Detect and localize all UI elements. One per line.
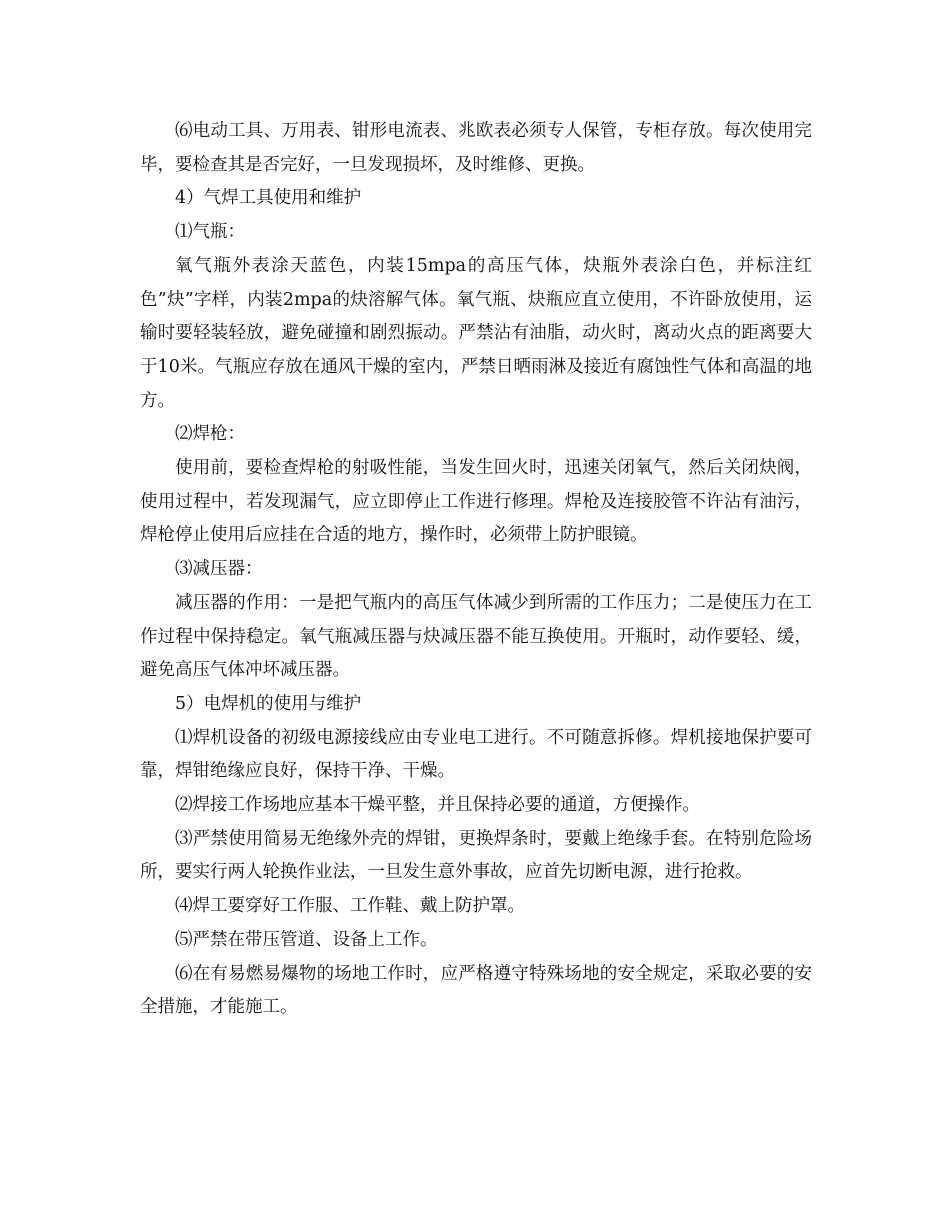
paragraph-welder-item-1: ⑴焊机设备的初级电源接线应由专业电工进行。不可随意拆修。焊机接地保护要可靠，焊钳绝缘应良好，保持干净、干燥。 — [140, 727, 812, 782]
subheading-gas-cylinder: ⑴气瓶： — [175, 222, 245, 243]
paragraph-gas-cylinder: 氧气瓶外表涂天蓝色，内装15mpa的高压气体，炔瓶外表涂白色，并标注红色”炔”字样，内装2mpa的炔溶解气体。氧气瓶、炔瓶应直立使用，不许卧放使用，运输时要轻装轻放，避免碰撞和剧烈振动。严禁沾有油脂，动火时，离动火点的距离要大于10米。气瓶应存放在通风干燥的室内，严禁日晒雨淋及接近有腐蚀性气体和高温的地方。 — [140, 255, 812, 411]
document-body — [140, 115, 812, 1025]
paragraph-welder-item-2: ⑵焊接工作场地应基本干燥平整，并且保持必要的通道，方便操作。 — [175, 795, 700, 816]
paragraph-welder-item-3: ⑶严禁使用简易无绝缘外壳的焊钳，更换焊条时，要戴上绝缘手套。在特别危险场所，要实行两人轮换作业法，一旦发生意外事故，应首先切断电源，进行抢救。 — [140, 828, 812, 883]
paragraph-tool-storage: ⑹电动工具、万用表、钳形电流表、兆欧表必须专人保管，专柜存放。每次使用完毕，要检查其是否完好，一旦发现损坏，及时维修、更换。 — [140, 121, 812, 175]
paragraph-welder-item-4: ⑷焊工要穿好工作服、工作鞋、戴上防护罩。 — [175, 896, 525, 917]
paragraph-welding-torch: 使用前，要检查焊枪的射吸性能，当发生回火时，迅速关闭氧气，然后关闭炔阀，使用过程中，若发现漏气，应立即停止工作进行修理。焊枪及连接胶管不许沾有油污，焊枪停止使用后应挂在合适的地方，操作时，必须带上防护眼镜。 — [140, 458, 812, 546]
subheading-pressure-reducer: ⑶减压器： — [175, 559, 263, 580]
paragraph-welder-item-5: ⑸严禁在带压管道、设备上工作。 — [175, 929, 438, 950]
paragraph-pressure-reducer: 减压器的作用：一是把气瓶内的高压气体减少到所需的工作压力；二是使压力在工作过程中保持稳定。氧气瓶减压器与炔减压器不能互换使用。开瓶时，动作要轻、缓，避免高压气体冲坏减压器。 — [140, 592, 812, 681]
section-heading-electric-welder: 5）电焊机的使用与维护 — [175, 693, 362, 714]
paragraph-welder-item-6: ⑹在有易燃易爆物的场地工作时，应严格遵守特殊场地的安全规定，采取必要的安全措施，才能施工。 — [140, 963, 812, 1018]
section-heading-gas-welding: 4）气焊工具使用和维护 — [175, 188, 362, 209]
subheading-welding-torch: ⑵焊枪： — [175, 424, 245, 445]
